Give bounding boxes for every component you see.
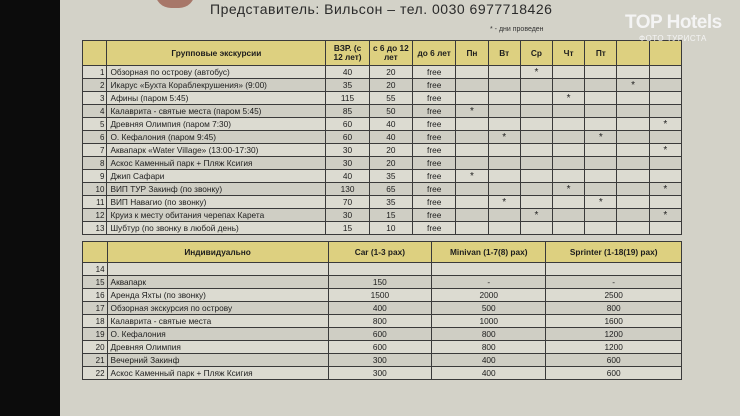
table-row [83, 209, 682, 222]
day-mark [520, 118, 552, 131]
row-number: 19 [83, 328, 108, 341]
infant-price: free [413, 196, 456, 209]
day-mark [553, 144, 585, 157]
infant-price: free [413, 92, 456, 105]
table-row [83, 367, 682, 380]
day-mark: * [585, 196, 617, 209]
table-row [83, 315, 682, 328]
adult-price: 70 [326, 196, 369, 209]
row-number: 17 [83, 302, 108, 315]
day-mark [520, 183, 552, 196]
day-mark [617, 209, 649, 222]
day-mark [456, 118, 488, 131]
day-mark [617, 144, 649, 157]
day-mark: * [553, 92, 585, 105]
day-mark [553, 196, 585, 209]
header-tue: Вт [488, 41, 520, 66]
excursion-name: Калаврита - святые места [107, 315, 328, 328]
day-mark [488, 183, 520, 196]
excursion-name: ВИП Навагио (по звонку) [107, 196, 326, 209]
row-number: 12 [83, 209, 107, 222]
day-mark [488, 118, 520, 131]
infant-price: free [413, 209, 456, 222]
day-mark: * [649, 144, 681, 157]
excursion-name: Обзорная по острову (автобус) [107, 66, 326, 79]
excursion-name: Древняя Олимпия (паром 7:30) [107, 118, 326, 131]
row-number: 16 [83, 289, 108, 302]
row-number: 6 [83, 131, 107, 144]
row-number: 14 [83, 263, 108, 276]
child-price: 40 [369, 131, 412, 144]
day-mark [585, 118, 617, 131]
sprinter-price: 1200 [546, 328, 682, 341]
infant-price: free [413, 131, 456, 144]
day-mark [456, 209, 488, 222]
excursion-name [107, 263, 328, 276]
infant-price: free [413, 79, 456, 92]
day-mark [553, 222, 585, 235]
individual-excursions-table [82, 241, 682, 380]
day-mark: * [456, 170, 488, 183]
infant-price: free [413, 66, 456, 79]
price-sheet [60, 0, 740, 416]
day-mark [649, 92, 681, 105]
table-row [83, 66, 682, 79]
minivan-price [432, 263, 546, 276]
excursion-name: Вечерний Закинф [107, 354, 328, 367]
day-mark [520, 105, 552, 118]
table-row [83, 222, 682, 235]
adult-price: 60 [326, 118, 369, 131]
adult-price: 40 [326, 66, 369, 79]
header-mon: Пн [456, 41, 488, 66]
row-number: 9 [83, 170, 107, 183]
day-mark [553, 131, 585, 144]
day-mark [585, 105, 617, 118]
excursion-name: О. Кефалония (паром 9:45) [107, 131, 326, 144]
sprinter-price: 1600 [546, 315, 682, 328]
day-mark [456, 157, 488, 170]
child-price: 65 [369, 183, 412, 196]
table-row [83, 118, 682, 131]
day-mark: * [649, 209, 681, 222]
group-table-body [83, 66, 682, 235]
child-price: 20 [369, 66, 412, 79]
day-mark [488, 157, 520, 170]
row-number: 1 [83, 66, 107, 79]
day-mark [520, 157, 552, 170]
car-price: 300 [328, 367, 432, 380]
day-mark [649, 196, 681, 209]
minivan-price: 400 [432, 367, 546, 380]
group-excursions-table [82, 40, 682, 235]
adult-price: 15 [326, 222, 369, 235]
adult-price: 60 [326, 131, 369, 144]
day-mark [488, 209, 520, 222]
days-note: * - дни проведен [490, 26, 544, 33]
table-row [83, 276, 682, 289]
agency-logo [155, 0, 195, 8]
infant-price: free [413, 105, 456, 118]
day-mark [553, 118, 585, 131]
row-number: 21 [83, 354, 108, 367]
excursion-name: ВИП ТУР Закинф (по звонку) [107, 183, 326, 196]
excursion-name: Шубтур (по звонку в любой день) [107, 222, 326, 235]
day-mark [520, 131, 552, 144]
table-row [83, 183, 682, 196]
day-mark [488, 105, 520, 118]
excursion-name: Аскос Каменный парк + Пляж Ксигия [107, 367, 328, 380]
row-number: 11 [83, 196, 107, 209]
header-minivan: Minivan (1-7(8) pax) [432, 242, 546, 263]
adult-price: 130 [326, 183, 369, 196]
day-mark [456, 144, 488, 157]
day-mark [456, 222, 488, 235]
day-mark [488, 66, 520, 79]
adult-price: 30 [326, 144, 369, 157]
header-fri: Пт [585, 41, 617, 66]
car-price [328, 263, 432, 276]
child-price: 55 [369, 92, 412, 105]
minivan-price: 800 [432, 328, 546, 341]
day-mark: * [649, 118, 681, 131]
row-number: 20 [83, 341, 108, 354]
day-mark: * [456, 105, 488, 118]
car-price: 600 [328, 328, 432, 341]
adult-price: 30 [326, 209, 369, 222]
child-price: 35 [369, 170, 412, 183]
day-mark [649, 157, 681, 170]
excursion-name: Джип Сафари [107, 170, 326, 183]
sprinter-price [546, 263, 682, 276]
day-mark [617, 92, 649, 105]
minivan-price: 1000 [432, 315, 546, 328]
individual-table-header-row [83, 242, 682, 263]
day-mark [585, 183, 617, 196]
row-number: 13 [83, 222, 107, 235]
day-mark [617, 222, 649, 235]
tophotels-watermark [625, 12, 740, 68]
header-individual: Индивидуально [107, 242, 328, 263]
day-mark [553, 170, 585, 183]
day-mark [649, 170, 681, 183]
row-number: 15 [83, 276, 108, 289]
adult-price: 35 [326, 79, 369, 92]
table-row [83, 263, 682, 276]
car-price: 800 [328, 315, 432, 328]
sprinter-price: 2500 [546, 289, 682, 302]
table-row [83, 341, 682, 354]
car-price: 1500 [328, 289, 432, 302]
child-price: 40 [369, 118, 412, 131]
adult-price: 30 [326, 157, 369, 170]
header-blank [83, 242, 108, 263]
watermark-brand: TOP Hotels [625, 12, 722, 33]
header-group-excursions: Групповые экскурсии [107, 41, 326, 66]
car-price: 600 [328, 341, 432, 354]
excursion-name: Древняя Олимпия [107, 341, 328, 354]
day-mark [456, 183, 488, 196]
table-row [83, 144, 682, 157]
infant-price: free [413, 144, 456, 157]
excursion-name: Калаврита - святые места (паром 5:45) [107, 105, 326, 118]
day-mark [585, 170, 617, 183]
header-sprinter: Sprinter (1-18(19) pax) [546, 242, 682, 263]
day-mark [649, 222, 681, 235]
header-thu: Чт [553, 41, 585, 66]
day-mark [585, 157, 617, 170]
day-mark [617, 183, 649, 196]
table-row [83, 302, 682, 315]
adult-price: 85 [326, 105, 369, 118]
excursion-name: Аскос Каменный парк + Пляж Ксигия [107, 157, 326, 170]
row-number: 7 [83, 144, 107, 157]
row-number: 8 [83, 157, 107, 170]
excursion-name: Обзорная экскурсия по острову [107, 302, 328, 315]
day-mark [553, 157, 585, 170]
car-price: 400 [328, 302, 432, 315]
excursion-name: Афины (паром 5:45) [107, 92, 326, 105]
day-mark: * [488, 131, 520, 144]
row-number: 10 [83, 183, 107, 196]
table-row [83, 170, 682, 183]
day-mark [520, 170, 552, 183]
day-mark [585, 144, 617, 157]
day-mark [585, 79, 617, 92]
sprinter-price: 600 [546, 367, 682, 380]
infant-price: free [413, 170, 456, 183]
child-price: 20 [369, 144, 412, 157]
table-row [83, 131, 682, 144]
table-row [83, 157, 682, 170]
child-price: 20 [369, 79, 412, 92]
day-mark [456, 92, 488, 105]
excursion-name: О. Кефалония [107, 328, 328, 341]
excursion-name: Икарус «Бухта Кораблекрушения» (9:00) [107, 79, 326, 92]
day-mark [585, 66, 617, 79]
minivan-price: 500 [432, 302, 546, 315]
group-table-header-row [83, 41, 682, 66]
day-mark [456, 131, 488, 144]
day-mark: * [553, 183, 585, 196]
infant-price: free [413, 157, 456, 170]
table-row [83, 105, 682, 118]
day-mark: * [585, 131, 617, 144]
day-mark [617, 196, 649, 209]
infant-price: free [413, 118, 456, 131]
sprinter-price: 1200 [546, 341, 682, 354]
day-mark [617, 118, 649, 131]
day-mark [520, 92, 552, 105]
excursion-name: Круиз к месту обитания черепах Карета [107, 209, 326, 222]
infant-price: free [413, 222, 456, 235]
day-mark [520, 144, 552, 157]
header-infant: до 6 лет [413, 41, 456, 66]
sprinter-price: 800 [546, 302, 682, 315]
header-blank [83, 41, 107, 66]
header-child: с 6 до 12 лет [369, 41, 412, 66]
day-mark [585, 92, 617, 105]
child-price: 10 [369, 222, 412, 235]
day-mark: * [520, 66, 552, 79]
table-row [83, 196, 682, 209]
row-number: 4 [83, 105, 107, 118]
minivan-price: 400 [432, 354, 546, 367]
child-price: 35 [369, 196, 412, 209]
minivan-price: - [432, 276, 546, 289]
child-price: 15 [369, 209, 412, 222]
row-number: 22 [83, 367, 108, 380]
day-mark [553, 79, 585, 92]
day-mark [520, 79, 552, 92]
sprinter-price: - [546, 276, 682, 289]
day-mark [553, 66, 585, 79]
day-mark [520, 196, 552, 209]
individual-table-body [83, 263, 682, 380]
day-mark: * [488, 196, 520, 209]
car-price: 150 [328, 276, 432, 289]
table-row [83, 92, 682, 105]
child-price: 50 [369, 105, 412, 118]
child-price: 20 [369, 157, 412, 170]
day-mark [488, 170, 520, 183]
day-mark [649, 79, 681, 92]
table-row [83, 354, 682, 367]
representative-line: Представитель: Вильсон – тел. 0030 6977718426 [210, 1, 553, 17]
minivan-price: 2000 [432, 289, 546, 302]
sprinter-price: 600 [546, 354, 682, 367]
excursion-name: Аквапарк [107, 276, 328, 289]
adult-price: 40 [326, 170, 369, 183]
day-mark [553, 105, 585, 118]
day-mark [488, 222, 520, 235]
day-mark: * [617, 79, 649, 92]
row-number: 2 [83, 79, 107, 92]
table-row [83, 289, 682, 302]
day-mark [585, 209, 617, 222]
day-mark [520, 222, 552, 235]
day-mark [553, 209, 585, 222]
row-number: 3 [83, 92, 107, 105]
day-mark [488, 144, 520, 157]
day-mark [617, 170, 649, 183]
day-mark: * [520, 209, 552, 222]
header-adult: ВЗР. (с 12 лет) [326, 41, 369, 66]
day-mark [456, 66, 488, 79]
table-row [83, 79, 682, 92]
day-mark [649, 105, 681, 118]
header-car: Car (1-3 pax) [328, 242, 432, 263]
row-number: 18 [83, 315, 108, 328]
minivan-price: 800 [432, 341, 546, 354]
day-mark [456, 79, 488, 92]
day-mark [488, 92, 520, 105]
excursion-name: Аквапарк «Water Village» (13:00-17:30) [107, 144, 326, 157]
day-mark [585, 222, 617, 235]
day-mark [456, 196, 488, 209]
day-mark [488, 79, 520, 92]
excursion-name: Аренда Яхты (по звонку) [107, 289, 328, 302]
day-mark [617, 105, 649, 118]
car-price: 300 [328, 354, 432, 367]
table-row [83, 328, 682, 341]
day-mark: * [649, 183, 681, 196]
day-mark [617, 157, 649, 170]
watermark-sub: ФОТО ТУРИСТА [639, 34, 707, 43]
header-wed: Ср [520, 41, 552, 66]
infant-price: free [413, 183, 456, 196]
day-mark [617, 131, 649, 144]
day-mark [649, 131, 681, 144]
row-number: 5 [83, 118, 107, 131]
adult-price: 115 [326, 92, 369, 105]
